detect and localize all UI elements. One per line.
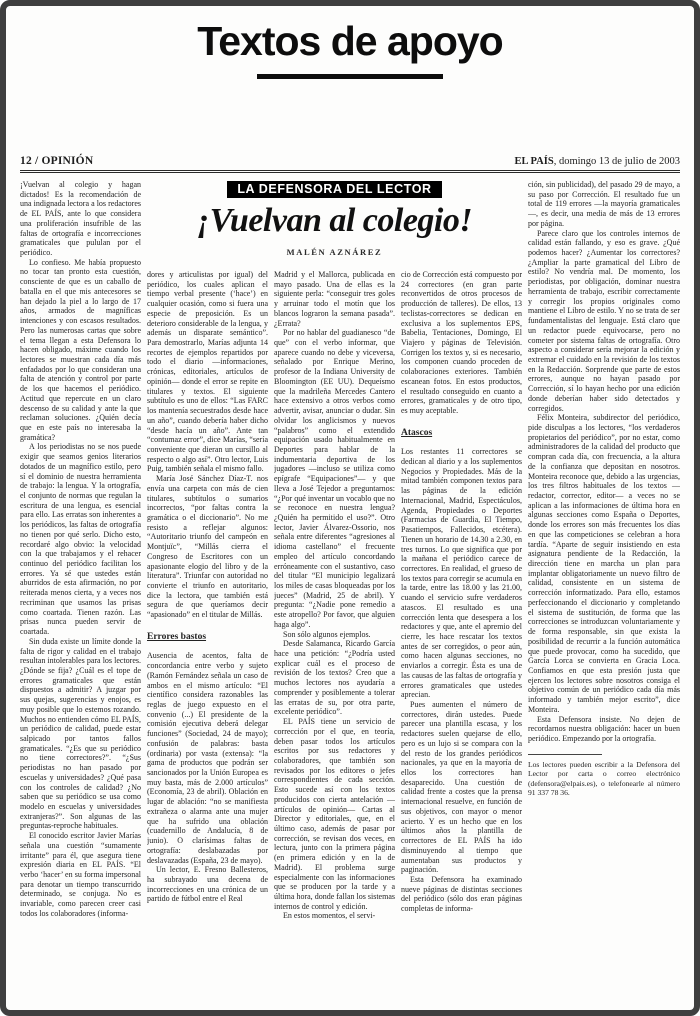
middle-columns — [147, 270, 522, 921]
column-subhead: Atascos — [401, 427, 433, 438]
page-title: Textos de apoyo — [197, 18, 503, 64]
body-paragraph: ción, sin publicidad), del pasado 29 de mayo, a su paso por Corrección. El resultado fue un total de 119 errores —la mayoría gramaticales—, es decir, una media de más de 13 errores por página. — [528, 180, 680, 228]
body-paragraph: Esta Defensora insiste. No dejen de recordarnos nuestra obligación: hacer un buen periódico. Empezando por la ortografía. — [528, 714, 680, 743]
text-column-5 — [528, 180, 680, 980]
body-paragraph: cio de Corrección está compuesto por 24 correctores (en gran parte reconvertidos de otros procesos de producción de talleres). De ellos, 13 teclistas-correctores se dedican en exclusiva a los suplementos EPS, Babelia, Tentaciones, Domingo, El Viajero y páginas de Televisión. Corrigen los textos y, si es necesario, los componen cuando proceden de colaboraciones exteriores. También escanean fotos. En estos productos, el resultado conseguido en cuanto a errores, gramaticales y de otro tipo, es muy aceptable. — [401, 270, 522, 416]
text-column-2 — [147, 270, 268, 921]
body-paragraph: Por no hablar del guadianesco “de que” con el verbo informar, que aparece cuando no debe y viceversa, señalado por Enrique Merino, profesor de la Indiana University de Bloomington (EE UU). Dequeísmo que la madrileña Mercedes Cantero hace extensivo a otros verbos como advertir, avisar, anunciar o dudar. Sin olvidar los anglicismos y nuevos “palabros” como el extendido equipación usado habitualmente en Deportes para hablar de la indumentaria deportiva de los jugadores —incluso se utiliza como epígrafe “Equipaciones”— y que lleva a José Tejedor a preguntarnos: “¿Por qué inventar un vocablo que no se reconoce en nuestra lengua? ¿Quién ha permitido el uso?”. Otro lector, Javier Álvarez-Ossorio, nos señala entre diferentes “agresiones al idioma castellano” el frecuente empleo del artículo concordando erróneamente con el sustantivo, caso del titular “El municipio legalizará los miles de casas bloqueadas por los jueces” (Madrid, 25 de abril). Y pregunta: “¿Nadie pone remedio a este atropello? Por favor, que alguien haga algo”. — [274, 328, 395, 629]
body-paragraph: Félix Monteira, subdirector del periódico, pide disculpas a los lectores, “los verdaderos propietarios del periódico”, por no estar, como administradores de la calidad del producto que compran cada día, con frecuencia, a la altura de la confianza que depositan en nosotros. Monteira reconoce que, debido a las urgencias, los tres filtros habituales de los textos —redactor, corrector, editor— a veces no se aplican a las informaciones de última hora en algunas secciones como España o Deportes, donde los errores son más frecuentes los días en que las competiciones se celebran a hora tardía. “Aparte de seguir insistiendo en esta asignatura pendiente de la Redacción, la dirección tiene en marcha un plan para implantar obligatoriamente un nuevo filtro de calidad, consistente en un sistema de corrección informatizado. Para ello, estamos perfeccionando el diccionario y completando el sistema de sustitución, de forma que las correcciones se introduzcan voluntariamente y de forma responsable, sin que exista la posibilidad de recurrir a la función automática que puede provocar, como ha sucedido, que García Lorca se convierta en Gracia Loca. Confiamos en que esta presión justa que ejercen los lectores sobre nosotros consiga el objetivo común de un periódico cada día más informado y también mejor escrito”, dice Monteira. — [528, 413, 680, 714]
body-paragraph: Un lector, E. Fresno Ballesteros, ha subrayado una decena de incorrecciones en una crónica de un partido de fútbol entre el Real — [147, 865, 268, 904]
body-paragraph: Sin duda existe un límite donde la falta de rigor y calidad en el trabajo resultan intolerables para los lectores. ¿Dónde se fija? ¿Cuál es el tope de errores gramaticales que están dispuestos a admitir? A juzgar por sus quejas, sugerencias y enojos, es muy posible que lo estemos rozando. Muchos no entienden cómo EL PAÍS, un periódico de calidad, puede estar salpicado por tantos fallos gramaticales. “¿Es que su periódico no tiene correctores?”. “¿Sus periodistas no han pasado por escuelas y universidades? ¿Qué pasa con los controles de calidad? ¿No saben que su periódico se usa como modelo en escuelas y universidades extranjeras?”. Son algunas de las preguntas-reproche habituales. — [20, 636, 141, 831]
body-paragraph: EL PAÍS tiene un servicio de corrección por el que, en teoría, deben pasar todos los artículos escritos por sus redactores y colaboradores, que también son revisados por los editores o jefes correspondientes de cada sección. Esto sucede así con los textos producidos con cierta antelación —artículos de opinión— Cartas al Director y editoriales, que, en el último caso, además de pasar por corrección, se revisan dos veces, en lectura, junto con la primera página (en primera edición y en la de Madrid). El problema surge especialmente con las informaciones que se producen por la tarde y a última hora, donde fallan los sistemas internos de control y edición. — [274, 717, 395, 911]
text-column-1 — [20, 180, 141, 980]
body-paragraph: ¡Vuelvan al colegio y hagan dictados! Es la recomendación de una indignada lectora a los redactores de EL PAÍS, ante lo que considera una proliferación insufrible de las faltas de ortografía e incorrecciones gramaticales que pululan por el periódico. — [20, 180, 141, 258]
body-paragraph: Lo confieso. Me había propuesto no tocar tan pronto esta cuestión, consciente de que es un caballo de batalla en el que mis antecesores se han dejado la piel a lo largo de 17 años, armados de magníficas intenciones y con escasos resultados. Pero las numerosas cartas que sobre el tema llegan a esta Defensora lo hacen obligado, máxime cuando los lectores se muestran cada día más enfadados por lo que consideran una falta de atención y control por parte de los que hacemos el periódico. Actitud que repercute en un claro descenso de su calidad y ante la que reclaman soluciones. ¿Quién decía que en este país no interesaba la gramática? — [20, 257, 141, 442]
kicker-badge: LA DEFENSORA DEL LECTOR — [227, 181, 441, 198]
body-paragraph: A los periodistas no se nos puede exigir que seamos genios literarios dotados de un magnífico estilo, pero sí el dominio de nuestra herramienta de trabajo: la lengua. Y la ortografía, el conjunto de normas que regulan la escritura de una lengua, es esencial para ello. Las erratas son inherentes a los periódicos, las faltas de ortografía no tienen por qué serlo. Dicho esto, recordaré algo obvio: la velocidad con la que trabajamos y el rehacer continuo del periódico facilitan los errores. Ya sé que ustedes están aburridos de esta afirmación, no por reiterada menos cierta, y a veces nos recriminan que usamos las prisas como coartada. Tienen razón. Las prisas nunca pueden servir de coartada. — [20, 442, 141, 637]
body-paragraph: Pues aumenten el número de correctores, dirán ustedes. Puede parecer una plantilla escasa, y los redactores suelen quejarse de ello, pero es un lujo si se compara con la del resto de los grandes periódicos nacionales, ya que en la mayoría de ellos los correctores han desaparecido. Una cuestión de calidad frente a costes que la prensa internacional resuelve, en función de sus objetivos, con mayor o menor acierto. Y es un hecho que en los últimos años la plantilla de correctores de EL PAÍS ha ido disminuyendo al tiempo que aumentaban sus productos y paginación. — [401, 700, 522, 875]
article-body — [20, 180, 680, 980]
body-paragraph: Esta Defensora ha examinado nueve páginas de distintas secciones del periódico (sólo dos eran páginas completas de informa- — [401, 874, 522, 914]
body-paragraph: El conocido escritor Javier Marías señala una cuestión “sumamente irritante” para él, que asegura tiene expresión diaria en EL PAÍS. “El verbo ‘hacer’ en su forma impersonal para denotar un tiempo transcurrido determinado, se conjuga. No es invariable, como parecen creer casi todos los colaboradores (informa- — [20, 831, 141, 918]
body-paragraph: Ausencia de acentos, falta de concordancia entre verbo y sujeto (Ramón Fernández señala un caso de ambos en el mismo artículo: “El científico considera razonables las reglas de juego expuesto en el convenio (...) El presidente de la comisión ejecutiva deberá delegar funciones” (Sociedad, 24 de mayo); confusión de palabras: basta (ordinaria) por vasta (extensa): “la gama de productos que podrán ser sancionados por la Unión Europea es muy basta, más de 2.000 artículos” (Economía, 23 de abril). Oblación en lugar de ablación: “no se manifiesta extrañeza o alarma ante una mujer que ha sufrido una oblación (cuadernillo de Andalucía, 8 de junio). O clarísimas faltas de ortografía: deslabazadas por deslavazadas (España, 23 de mayo). — [147, 651, 268, 865]
section-label: 12 / OPINIÓN — [20, 155, 94, 167]
body-paragraph: Son sólo algunos ejemplos. — [283, 629, 371, 639]
text-column-3 — [274, 270, 395, 921]
body-paragraph: María José Sánchez Díaz-T. nos envía una carpeta con más de cien titulares, subtítulos o sumarios incorrectos, “por faltas contra la gramática o el diccionario”. No me resisto a reflejar algunos: “Autoritario triunfo del campeón en Montjuïc”, “Millás cierra el Congreso de Escritores con un apasionante elogio del libro y de la literatura”. Triunfar con autoridad no convierte el triunfo en autoritario, dice la lectora, que también está segura de que queríamos decir “apasionado” en el titular de Millás. — [147, 474, 268, 620]
title-underline — [257, 74, 443, 79]
text-column-4 — [401, 270, 522, 921]
paper-name: EL PAÍS — [514, 156, 554, 167]
middle-section — [147, 180, 522, 980]
document-header — [20, 18, 680, 79]
body-paragraph: En estos momentos, el servi- — [283, 911, 376, 921]
body-paragraph: dores y articulistas por igual) del periódico, los cuales aplican el tiempo verbal presente (‘hace’) en cualquier ocasión, como si fuera una especie de preposición. Es un deterioro considerable de la lengua, y además un disparate semántico”. Para demostrarlo, Marías adjunta 14 recortes de ejemplos repartidos por todo el diario —informaciones, crónicas, editoriales, artículos de opinión— donde el error se repite en titulares y textos. El siguiente subtítulo es uno de ellos: “Las FARC los mantenía secuestrados desde hace un año”, cuando debería haber dicho “desde hacía un año”. Ante tan “contumaz error”, dice Marías, “sería conveniente que dieran un cursillo al respecto o algo así”. Otro lector, Luis Puig, también señala el mismo fallo. — [147, 270, 268, 474]
body-paragraph: Los restantes 11 correctores se dedican al diario y a los suplementos Negocios y Propiedades. Más de la mitad también componen textos para las páginas de la edición Internacional, Madrid, Espectáculos, Agenda, Propiedades o Deportes (Farmacias de Guardia, El Tiempo, Pasatiempos, Fallecidos, etcétera). Tienen un horario de 14.30 a 2.30, en tres turnos. Lo que significa que por la mañana el periódico carece de correctores. En realidad, el grueso de los textos para corregir se acumula en la tarde, entre las 18.00 y las 21.00, cuando el servicio sufre verdaderos atascos. El resultado es una corrección lenta que desespera a los redactores y que, ante el apremio del cierre, les hace rescatar los textos antes de ser corregidos, o peor aún, como hacen algunas secciones, no enviarlos a corregir. Ésta es una de las causas de las faltas de ortografía y errores gramaticales que ustedes aprecian. — [401, 447, 522, 700]
column-subhead: Errores bastos — [147, 631, 207, 642]
contact-note: Los lectores pueden escribir a la Defensora del Lector por carta o correo electrónico (defensora@elpais.es), o telefonearle al número 91 337 78 36. — [528, 754, 680, 798]
body-paragraph: Parece claro que los controles internos de calidad están fallando, y eso es grave. ¿Qué podemos hacer? ¿Aumentar los correctores? ¿Ampliar la parte gramatical del Libro de estilo? No vendría mal. De momento, los periodistas, por obligación, dominar nuestra herramienta de trabajo, escribir correctamente y corregir los propios originales como mantiene el Libro de estilo. Y no se trata de ser fundamentalistas del lenguaje. Está claro que un redactor puede equivocarse, pero no cometer por sistema faltas de ortografía. Otro aspecto a considerar sería mejorar la edición y extremar el cuidado en la revisión de los textos en la Redacción. Sorprende que parte de estos errores, aunque no hayan pasado por Corrección, sí lo hayan hecho por una edición donde deberían haber sido detectados y corregidos. — [528, 228, 680, 413]
edition-date — [515, 156, 681, 167]
article-header — [147, 180, 522, 270]
byline: MALÉN AZNÁREZ — [286, 247, 383, 257]
body-paragraph: Desde Salamanca, Ricardo García hace una petición: “¿Podría usted explicar cuál es el proceso de revisión de los textos? Creo que a muchos lectores nos ayudaría a comprender y posiblemente a tolerar las erratas de su, por otra parte, excelente periódico”. — [274, 639, 395, 717]
body-paragraph: Madrid y el Mallorca, publicada en mayo pasado. Una de ellas es la siguiente perla: “conseguir tres goles y arruinar todo el motín que los blancos lograron la semana pasada”. ¿Errata? — [274, 270, 395, 328]
edition-date-text: , domingo 13 de julio de 2003 — [553, 156, 680, 167]
newspaper-masthead — [20, 155, 680, 173]
article-headline: ¡Vuelvan al colegio! — [196, 202, 473, 239]
